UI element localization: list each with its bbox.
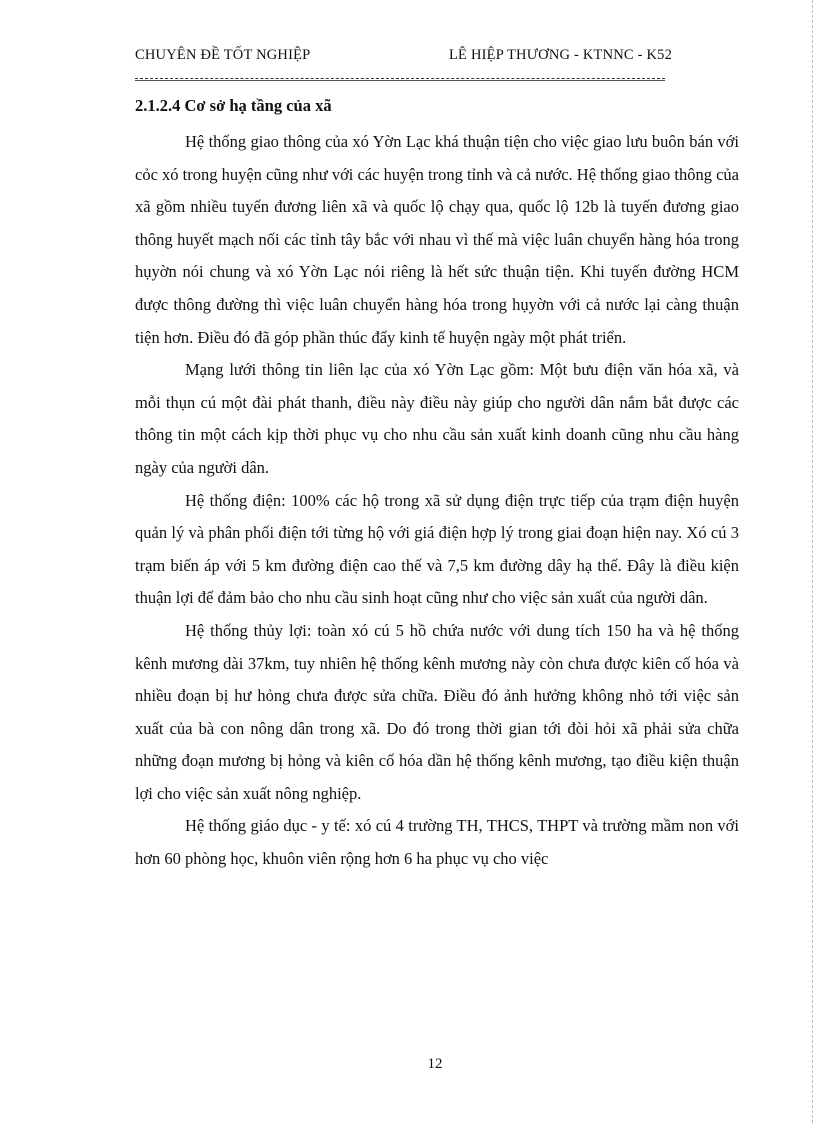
paragraph: Hệ thống giáo dục - y tế: xó cú 4 trường TH, THCS, THPT và trường mầm non với hơn 60 phòng học, khuôn viên rộng hơn 6 ha phục vụ cho việc [135,816,739,869]
page-number: 12 [427,1056,443,1072]
header-dashed-rule [135,66,665,79]
header-author: LÊ HIỆP THƯƠNG - KTNNC - K52 [449,47,673,63]
header-solid-rule [135,80,665,81]
page-edge-line [811,0,813,1123]
paragraph: Mạng lưới thông tin liên lạc của xó Yờn Lạc gồm: Một bưu điện văn hóa xã, và mỗi thụn cú một đài phát thanh, điều này điều này giúp cho người dân nắm bắt được các thông tin một cách kịp thời phục vụ cho nhu cầu sản xuất kinh doanh cũng nhu cầu hàng ngày của người dân. [135,360,739,477]
paragraph: Hệ thống thủy lợi: toàn xó cú 5 hồ chứa nước với dung tích 150 ha và hệ thống kênh mương dài 37km, tuy nhiên hệ thống kênh mương này còn chưa được kiên cố hóa và nhiều đoạn bị hư hỏng chưa được sửa chữa. Điều đó ảnh hưởng không nhỏ tới việc sản xuất của bà con nông dân trong xã. Do đó trong thời gian tới đòi hỏi xã phải sửa chữa những đoạn mương bị hỏng và kiên cố hóa dần hệ thống kênh mương, tạo điều kiện thuận lợi cho việc sản xuất nông nghiệp. [135,620,739,803]
paragraph: Hệ thống giao thông của xó Yờn Lạc khá thuận tiện cho việc giao lưu buôn bán với cỏc xó trong huyện cũng như với các huyện trong tỉnh và cả nước. Hệ thống giao thông của xã gồm nhiều tuyến đương liên xã và quốc lộ chạy qua, quốc lộ 12b là tuyến đương giao thông huyết mạch nối các tỉnh tây bắc với nhau vì thế mà việc luân chuyển hàng hóa trong hụyờn nói chung và xó Yờn Lạc nói riêng là hết sức thuận tiện. Khi tuyến đường HCM được thông đường thì việc luân chuyển hàng hóa trong hụyờn với cả nước lại càng thuận tiện hơn. Điều đó đã góp phần thúc đẩy kinh tế huyện ngày một phát triển. [135,132,739,347]
section-heading: 2.1.2.4 Cơ sở hạ tầng của xã [135,96,332,115]
page-body [135,94,739,876]
header-title: CHUYÊN ĐỀ TỐT NGHIỆP [135,47,311,63]
paragraph: Hệ thống điện: 100% các hộ trong xã sử dụng điện trực tiếp của trạm điện huyện quản lý và phân phối điện tới từng hộ với giá điện hợp lý trong giai đoạn hiện nay. Xó cú 3 trạm biến áp với 5 km đường điện cao thế và 7,5 km đường dây hạ thế. Đây là điều kiện thuận lợi để đảm bảo cho nhu cầu sinh hoạt cũng như cho việc sản xuất của người dân. [135,490,739,608]
